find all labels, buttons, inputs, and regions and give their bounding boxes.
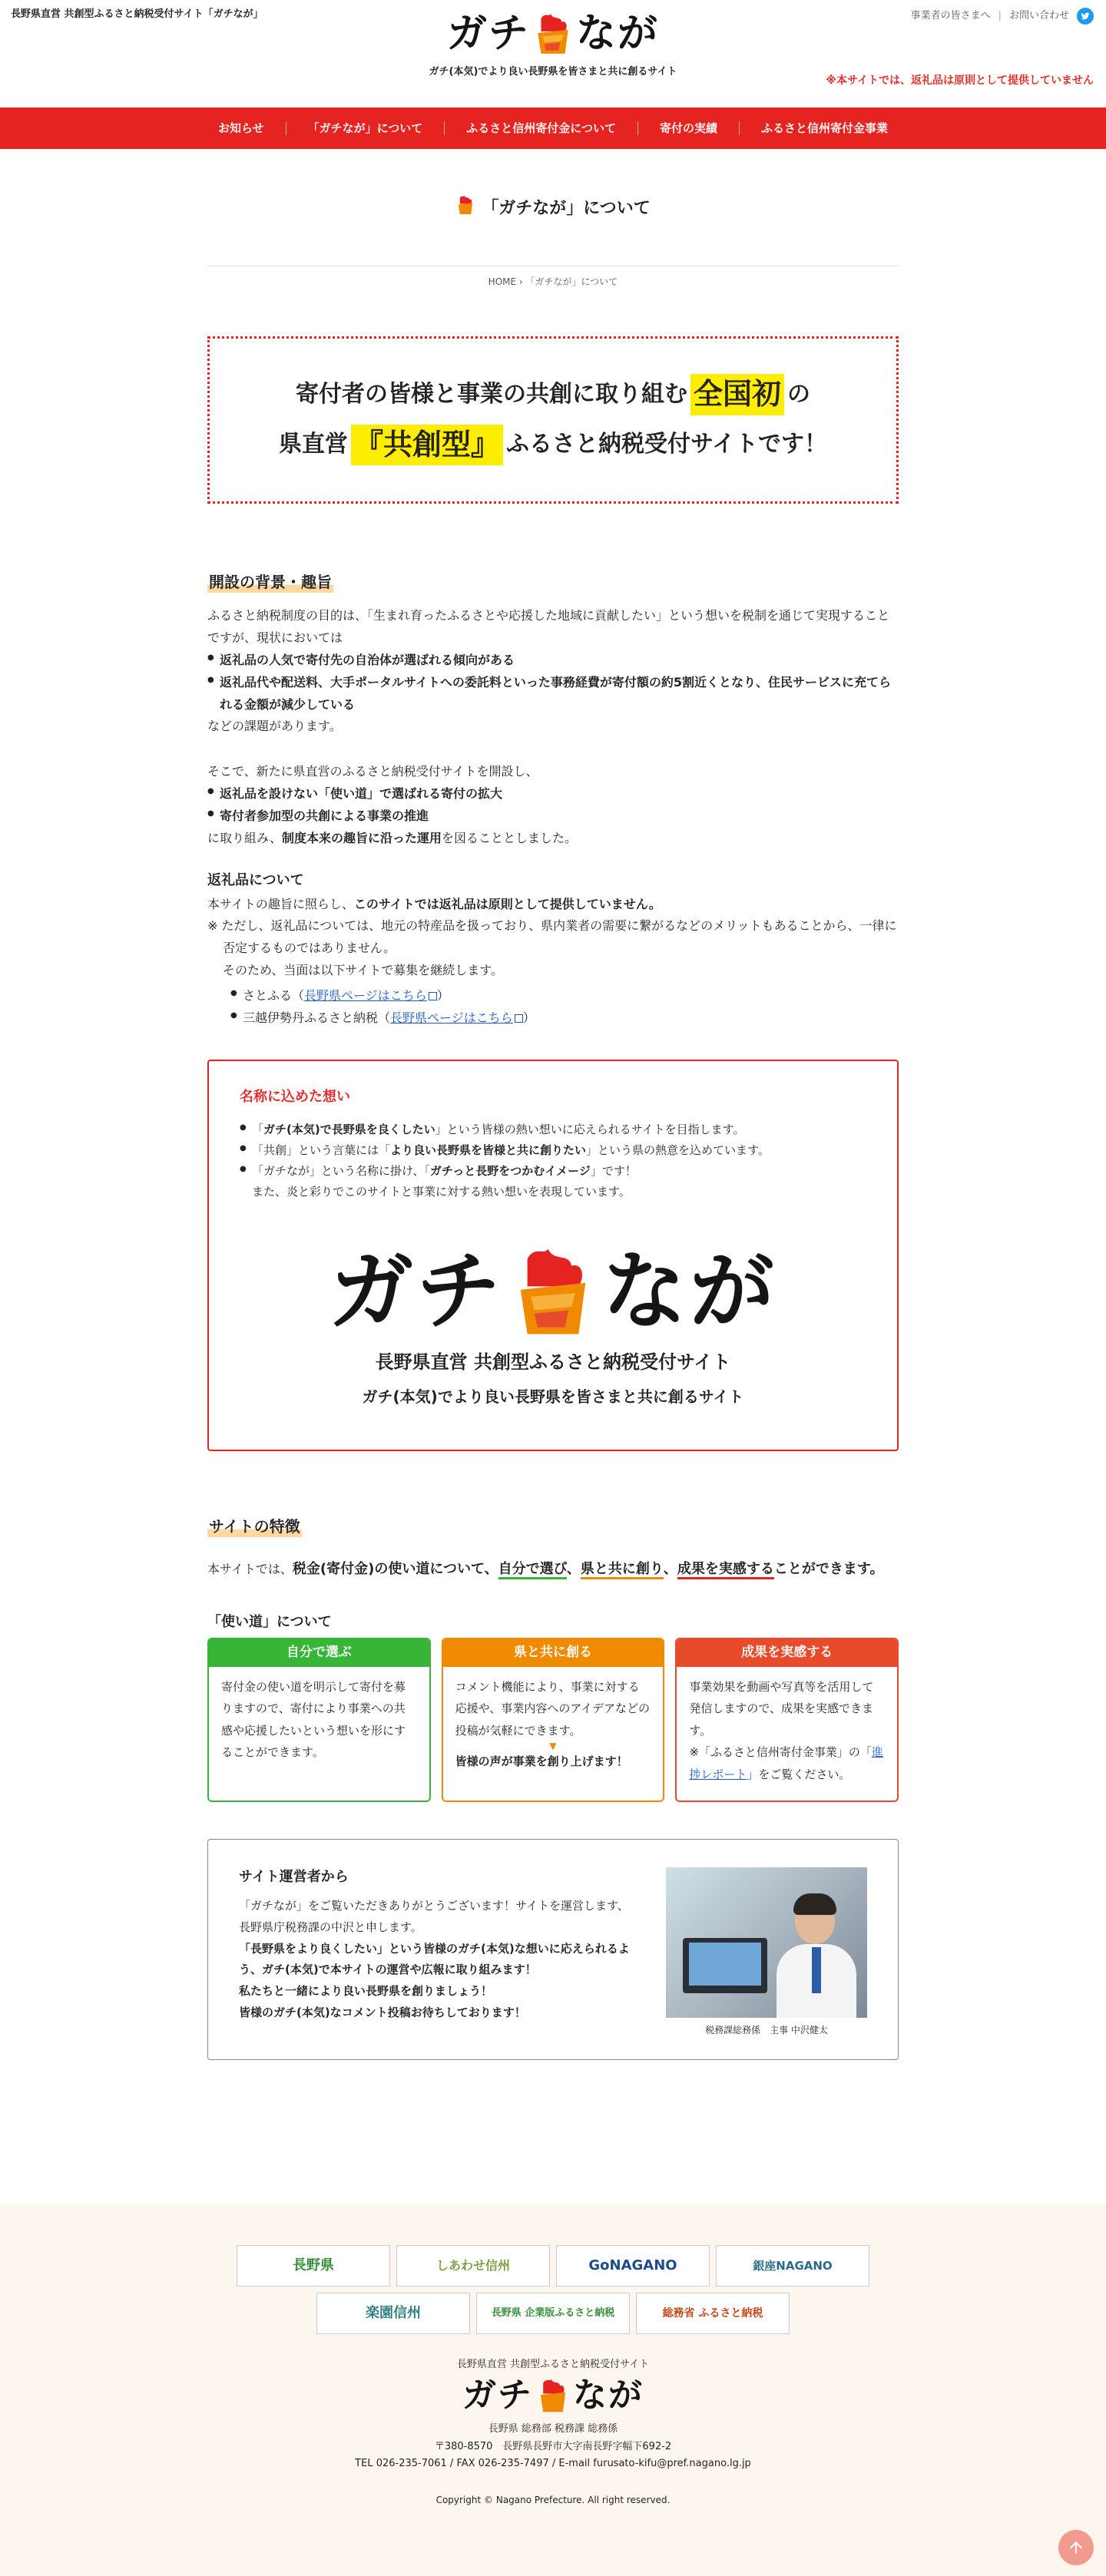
card-title: 成果を実感する (677, 1639, 897, 1667)
section-title: 開設の背景・趣旨 (209, 572, 332, 591)
text: コメント機能により、事業に対する応援や、事業内容へのアイデアなどの投稿が気軽にできます。 (455, 1679, 651, 1738)
note: そのため、当面は以下サイトで募集を継続します。 (223, 962, 503, 977)
strong-text: 皆様の声が事業を創り上げます！ (455, 1754, 628, 1769)
photo-caption: 税務課総務係 主事 中沢健太 (705, 2024, 828, 2035)
text: 三越伊勢丹ふるさと納税（ (243, 1010, 391, 1025)
section-title: サイトの特徴 (209, 1517, 300, 1536)
goal-list (207, 783, 899, 828)
strong-text: 制度本来の趣旨に沿った運用 (281, 830, 442, 845)
list-item (240, 1161, 866, 1202)
lead-highlight: 全国初 (690, 374, 784, 415)
footer-contact: TEL 026-235-7061 / FAX 026-235-7497 / E-mail furusato-kifu@pref.nagano.lg.jp (355, 2458, 751, 2470)
big-logo (240, 1242, 866, 1408)
text: 成果を実感する (677, 1561, 774, 1579)
text: 」という皆様の熱い想いに応えられるサイトを目指します。 (435, 1122, 745, 1136)
banner-shiawase-shinshu[interactable]: しあわせ信州 (396, 2245, 550, 2287)
feature-cards (207, 1638, 899, 1802)
text: を図ることとしました。 (441, 830, 577, 845)
text: ） (436, 987, 449, 1003)
paragraph (207, 894, 899, 916)
naming-list (240, 1119, 866, 1202)
arrow-up-icon (1068, 2540, 1084, 2555)
banner-nagano[interactable]: 長野県 (237, 2245, 390, 2287)
footer-postal: 〒380-8570 長野県長野市大字南長野字幅下692-2 (434, 2440, 672, 2452)
header-notice: ※本サイトでは、返礼品は原則として提供していません (826, 74, 1094, 87)
satofull-link[interactable]: 長野県ページはこちら (304, 987, 427, 1003)
banner-ginza-nagano[interactable]: 銀座NAGANO (716, 2245, 869, 2287)
breadcrumb-home[interactable]: HOME (488, 276, 517, 287)
list-item: ● 寄付者参加型の共創による事業の推進 (207, 805, 899, 828)
banner-soumu-furusato[interactable]: 総務省 ふるさと納税 (636, 2293, 790, 2334)
logo-right: なが (573, 2375, 644, 2415)
paragraph: 「ガチなが」をご覧いただきありがとうございます！サイトを運営します、長野県庁税務課の中沢と申します。 (239, 1899, 629, 1934)
footer-logo[interactable] (0, 2375, 1106, 2415)
arrow-down-icon: ▼ (549, 1741, 557, 1752)
operator-title: サイト運営者から (239, 1868, 349, 1885)
logo-text (447, 12, 659, 55)
lead-line-2 (279, 425, 827, 465)
logo-caption: 長野県直営 共創型ふるさと納税受付サイト (375, 1351, 731, 1373)
footer-dept: 長野県 総務部 税務課 総務係 (488, 2422, 618, 2435)
text: 「ガチなが」という名称に掛け、「 (252, 1163, 430, 1178)
link-separator: | (998, 9, 1002, 21)
usage-title: 「使い道」について (207, 1613, 332, 1630)
nav-item-projects[interactable]: ふるさと信州寄付金事業 (760, 121, 888, 135)
text: 県と共に創り (581, 1561, 664, 1579)
strong-text: ガチ(本気)で長野県を良くしたい (263, 1122, 435, 1136)
naming-box (207, 1060, 899, 1451)
lead-line-1 (296, 374, 810, 415)
nav-item-donation[interactable]: ふるさと信州寄付金について (445, 121, 638, 135)
list-item (240, 1119, 866, 1140)
features-section (207, 1516, 899, 1802)
lead-highlight: 『共創型』 (351, 425, 503, 465)
header-links (911, 8, 1094, 25)
lead-text: の (787, 381, 810, 408)
background-body (207, 605, 899, 849)
main-content (207, 195, 899, 2060)
text: 」という県の熱意を込めています。 (586, 1143, 770, 1157)
text: 自分で選び (498, 1561, 567, 1579)
paragraph (207, 828, 899, 850)
copyright: Copyright © Nagano Prefecture. All right reserved. (435, 2495, 671, 2506)
lead-box (207, 336, 899, 504)
background-section (207, 571, 899, 1030)
text: 事業効果を動画や写真等を活用して発信しますので、成果を実感できます。 (689, 1679, 874, 1738)
site-logo[interactable] (415, 12, 691, 79)
card-body: 寄付金の使い道を明示して寄付を募りますので、寄付により事業への共感や応援したいという想いを形にすることができます。 (221, 1679, 406, 1760)
card-title: 自分で選ぶ (209, 1639, 429, 1667)
site-header (0, 0, 1106, 107)
text: 本サイトの趣旨に照らし、 (207, 896, 354, 911)
banner-list (157, 2245, 949, 2334)
logo-text (462, 2375, 644, 2415)
list-item: ● 返礼品代や配送料、大手ポータルサイトへの委託料といった事務経費が寄付額の約5割近くとなり、住民サービスに充てられる金額が減少している (207, 672, 899, 716)
list-item (240, 1140, 866, 1161)
breadcrumb-current: 「ガチなが」について (525, 276, 618, 287)
paragraph: そこで、新たに県直営のふるさと納税受付サイトを開設し、 (207, 764, 538, 779)
flame-fist-icon (507, 1245, 599, 1338)
feature-card-choose (207, 1638, 431, 1802)
feature-card-results (675, 1638, 899, 1802)
banner-rakuen-shinshu[interactable]: 楽園信州 (316, 2293, 470, 2334)
site-footer (0, 2204, 1106, 2576)
text: 、 (663, 1561, 677, 1578)
nav-item-about[interactable]: 「ガチなが」について (286, 121, 445, 135)
mitsukoshi-link[interactable]: 長野県ページはこちら (390, 1010, 513, 1025)
operator-message (239, 1867, 638, 2032)
progress-report-link[interactable]: 進捗レポート (689, 1745, 883, 1781)
paragraph: 「長野県をより良くしたい」という皆様のガチ(本気)な想いに応えられるよう、ガチ(本気)で本サイトの運営や広報に取り組みます！ (239, 1941, 630, 1977)
breadcrumb (207, 276, 899, 289)
text: 「 (252, 1122, 264, 1136)
flame-fist-icon (533, 12, 573, 55)
card-body (443, 1667, 664, 1782)
global-nav (0, 107, 1106, 149)
card-note (689, 1741, 885, 1785)
operator-box (207, 1839, 899, 2060)
paragraph: 私たちと一緒により良い長野県を創りましょう！ (239, 1984, 493, 1999)
footer-info (0, 2357, 1106, 2508)
logo-subtitle: ガチ(本気)でより良い長野県を皆さまと共に創るサイト (429, 66, 677, 78)
banner-corporate-furusato[interactable]: 長野県 企業版ふるさと納税 (476, 2293, 630, 2334)
list-item: ● 返礼品を設けない「使い道」で選ばれる寄付の拡大 (207, 783, 899, 805)
text: ※「ふるさと信州寄付金事業」の「 (689, 1745, 872, 1760)
text: 本サイトでは、 (207, 1562, 293, 1577)
text: ） (522, 1010, 535, 1025)
strong-text: より良い長野県を皆様と共に創りたい (390, 1143, 587, 1157)
gifts-body (207, 894, 899, 1030)
logo-left: ガチ (446, 11, 530, 57)
logo-left: ガチ (329, 1242, 504, 1341)
external-link-icon (429, 992, 437, 1000)
note: ※ ただし、返礼品については、地元の特産品を扱っており、県内業者の需要に繋がるなどのメリットもあることから、一律に否定するものではありません。 (207, 918, 897, 956)
text: 税金(寄付金)の使い道について、 (292, 1561, 498, 1578)
gift-sites-list (207, 985, 899, 1030)
text: さとふる（ (243, 987, 305, 1003)
strong-text: このサイトでは返礼品は原則として提供していません。 (353, 896, 661, 911)
operator-photo-block (666, 1867, 867, 2035)
logo-right: なが (602, 1242, 777, 1341)
twitter-icon[interactable] (1077, 8, 1094, 25)
list-item (230, 985, 899, 1007)
list-item (230, 1007, 899, 1030)
banner-gonagano[interactable]: GoNAGANO (556, 2245, 710, 2287)
issue-list (207, 650, 899, 716)
business-link[interactable]: 事業者の皆さまへ (910, 9, 991, 21)
operator-photo (666, 1867, 867, 2018)
header-tagline: 長野県直営 共創型ふるさと納税受付サイト「ガチなが」 (11, 8, 263, 20)
text: 」をご覧ください。 (747, 1767, 851, 1781)
paragraph: などの課題があります。 (207, 719, 342, 734)
lead-text: 県直営 (279, 431, 349, 458)
nav-item-results[interactable]: 寄付の実績 (638, 121, 740, 135)
paragraph: ふるさと納税制度の目的は、「生まれ育ったふるさとや応援した地域に貢献したい」という想いを税制を通じて実現することですが、現状においては (207, 608, 890, 646)
text: ことができます。 (773, 1561, 884, 1578)
text: また、炎と彩りでこのサイトと事業に対する熱い想いを表現しています。 (252, 1184, 631, 1199)
list-item: ● 返礼品の人気で寄付先の自治体が選ばれる傾向がある (207, 650, 899, 672)
logo-left: ガチ (462, 2375, 533, 2415)
card-title: 県と共に創る (443, 1639, 664, 1667)
strong-text: ガチっと長野をつかむイメージ (429, 1163, 591, 1178)
flame-fist-icon (455, 195, 475, 223)
text: 「共創」という言葉には「 (252, 1143, 391, 1157)
gifts-title: 返礼品について (207, 872, 304, 889)
features-lead (207, 1558, 899, 1582)
footer-address (0, 2421, 1106, 2473)
text: 」です！ (590, 1163, 637, 1178)
page-top-button[interactable] (1058, 2530, 1094, 2565)
flame-fist-icon (536, 2378, 570, 2413)
logo-caption: ガチ(本気)でより良い長野県を皆さまと共に創るサイト (362, 1387, 744, 1407)
page-title (207, 195, 899, 223)
breadcrumb-separator: › (518, 276, 523, 287)
lead-text: ふるさと納税受付サイトです！ (506, 431, 827, 458)
text: に取り組み、 (207, 830, 282, 845)
contact-link[interactable]: お問い合わせ (1008, 9, 1069, 21)
footer-tagline: 長野県直営 共創型ふるさと納税受付サイト (456, 2359, 650, 2370)
logo-text (329, 1242, 777, 1341)
paragraph: 皆様のガチ(本気)なコメント投稿お待ちしております！ (239, 2005, 526, 2019)
nav-item-news[interactable]: お知らせ (197, 121, 286, 135)
external-link-icon (515, 1014, 523, 1023)
feature-card-create (442, 1638, 665, 1802)
naming-title: 名称に込めた想い (240, 1089, 350, 1106)
lead-text: 寄付者の皆様と事業の共創に取り組む (295, 381, 687, 408)
text: 、 (566, 1561, 581, 1578)
card-body (677, 1667, 897, 1795)
logo-right: なが (576, 11, 660, 57)
page-title-text: 「ガチなが」について (482, 198, 651, 218)
